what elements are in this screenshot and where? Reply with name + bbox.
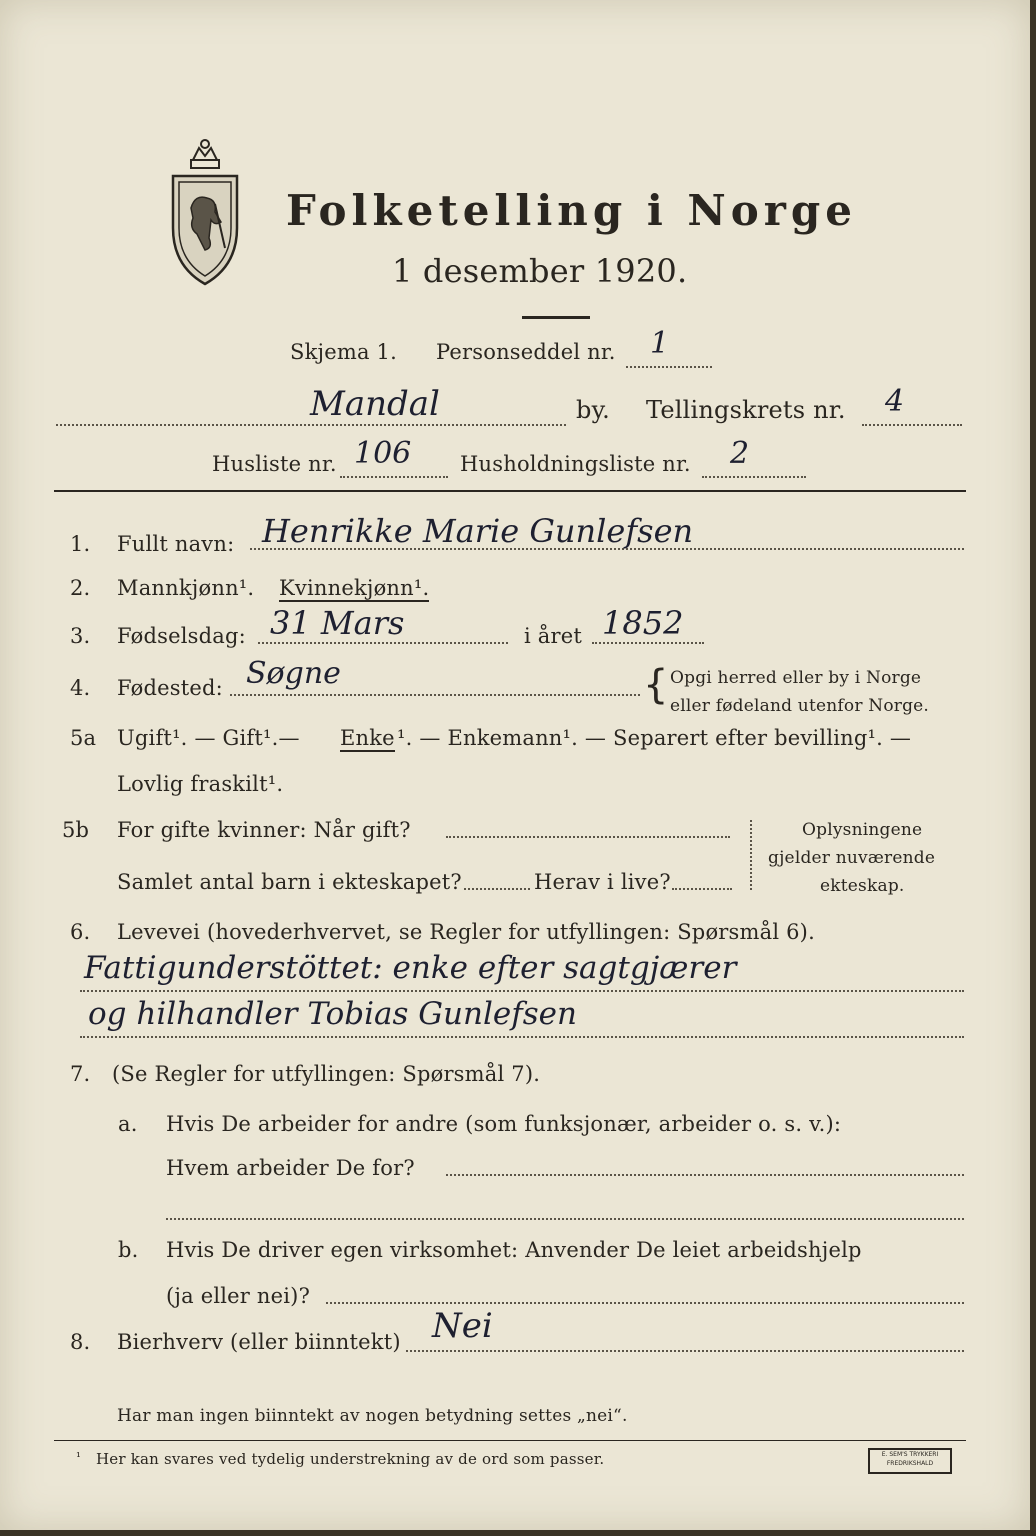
q6-value-line1: Fattigunderstöttet: enke efter sagtgjærer — [84, 950, 737, 986]
q5b-i-live-line — [672, 888, 732, 890]
q8-value: Nei — [432, 1306, 493, 1346]
by-field-line — [56, 424, 566, 426]
q5a-rest: ¹. — Enkemann¹. — Separert efter bevilling¹. — — [397, 726, 912, 750]
q7a-field-line-2 — [166, 1218, 964, 1220]
q2-number: 2. — [70, 576, 91, 600]
q2-female-underlined: Kvinnekjønn¹. — [279, 576, 430, 600]
q4-brace: { — [643, 662, 669, 708]
by-value: Mandal — [310, 384, 440, 424]
q7b-label-2: (ja eller nei)? — [166, 1284, 311, 1308]
footnote-mark: ¹ — [76, 1450, 82, 1464]
husholdningsliste-field-line — [702, 476, 806, 478]
tellingskrets-label: Tellingskrets nr. — [646, 396, 846, 424]
q4-field-line — [230, 694, 640, 696]
q5b-note-line1: Oplysningene — [802, 820, 923, 840]
q4-note-line1: Opgi herred eller by i Norge — [670, 668, 922, 688]
q8-number: 8. — [70, 1330, 91, 1354]
tellingskrets-field-line — [862, 424, 962, 426]
q7b-field-line — [326, 1302, 964, 1304]
q7-label: (Se Regler for utfyllingen: Spørsmål 7). — [112, 1062, 541, 1086]
census-date: 1 desember 1920. — [392, 252, 688, 290]
q1-value: Henrikke Marie Gunlefsen — [262, 512, 694, 550]
q6-number: 6. — [70, 920, 91, 944]
q5b-number: 5b — [62, 818, 90, 842]
q3-field-line — [258, 642, 508, 644]
q5a-number: 5a — [70, 726, 97, 750]
q6-value-line2: og hilhandler Tobias Gunlefsen — [88, 996, 577, 1032]
q7a-label: Hvis De arbeider for andre (som funksjonær, arbeider o. s. v.): — [166, 1112, 842, 1136]
q2-male: Mannkjønn¹. — [117, 576, 255, 600]
q3-year-field-line — [592, 642, 704, 644]
husholdningsliste-label: Husholdningsliste nr. — [460, 452, 691, 476]
q5a-enke-underlined: Enke — [340, 726, 395, 750]
q7a-label-2: Hvem arbeider De for? — [166, 1156, 415, 1180]
personseddel-field-line — [626, 366, 712, 368]
title-divider — [522, 316, 590, 319]
q5a-ugift-gift: Ugift¹. — Gift¹.— — [117, 726, 300, 750]
q7-number: 7. — [70, 1062, 91, 1086]
footer-note: Har man ingen biinntekt av nogen betydning settes „nei“. — [117, 1406, 628, 1426]
q4-number: 4. — [70, 676, 91, 700]
printer-stamp: E. SEM'S TRYKKERI FREDRIKSHALD — [868, 1448, 952, 1474]
q7b-label: Hvis De driver egen virksomhet: Anvender De leiet arbeidshjelp — [166, 1238, 862, 1262]
q8-label: Bierhverv (eller biinntekt) — [117, 1330, 401, 1354]
q3-year-label: i året — [524, 624, 583, 648]
husholdningsliste-value: 2 — [730, 436, 750, 471]
q5b-note-line2: gjelder nuværende — [768, 848, 936, 868]
q5b-barn-line — [464, 888, 530, 890]
q6-label: Levevei (hovederhvervet, se Regler for utfyllingen: Spørsmål 6). — [117, 920, 815, 944]
q5b-separator — [750, 820, 752, 890]
q5b-label-barn: Samlet antal barn i ekteskapet? — [117, 870, 462, 894]
q3-label: Fødselsdag: — [117, 624, 246, 648]
footnote: Her kan svares ved tydelig understrekning av de ord som passer. — [96, 1450, 605, 1468]
q3-value: 31 Mars — [270, 604, 405, 642]
q7b-letter: b. — [118, 1238, 139, 1262]
q6-field-line-2 — [80, 1036, 964, 1038]
q4-label: Fødested: — [117, 676, 223, 700]
q5b-note-line3: ekteskap. — [820, 876, 905, 896]
q1-label: Fullt navn: — [117, 532, 235, 556]
by-label: by. — [576, 396, 610, 424]
personseddel-value: 1 — [650, 326, 670, 361]
personseddel-label: Personseddel nr. — [436, 340, 616, 364]
q5b-naar-gift-line — [446, 836, 730, 838]
q4-value: Søgne — [246, 656, 341, 691]
q8-field-line — [406, 1350, 964, 1352]
coat-of-arms-icon — [165, 138, 245, 288]
q7a-field-line-1 — [446, 1174, 964, 1176]
q6-field-line-1 — [80, 990, 964, 992]
q3-year-value: 1852 — [602, 604, 684, 642]
header-divider — [54, 490, 966, 492]
husliste-value: 106 — [354, 436, 412, 471]
husliste-field-line — [340, 476, 448, 478]
q5b-label-naar-gift: For gifte kvinner: Når gift? — [117, 818, 411, 842]
q7a-letter: a. — [118, 1112, 138, 1136]
footer-divider — [54, 1440, 966, 1441]
tellingskrets-value: 4 — [885, 384, 905, 419]
q1-number: 1. — [70, 532, 91, 556]
q5b-label-i-live: Herav i live? — [534, 870, 671, 894]
q5a-lovlig-fraskilt: Lovlig fraskilt¹. — [117, 772, 284, 796]
q3-number: 3. — [70, 624, 91, 648]
page-title: Folketelling i Norge — [286, 186, 858, 235]
q4-note-line2: eller fødeland utenfor Norge. — [670, 696, 930, 716]
skjema-label: Skjema 1. — [290, 340, 397, 364]
husliste-label: Husliste nr. — [212, 452, 337, 476]
